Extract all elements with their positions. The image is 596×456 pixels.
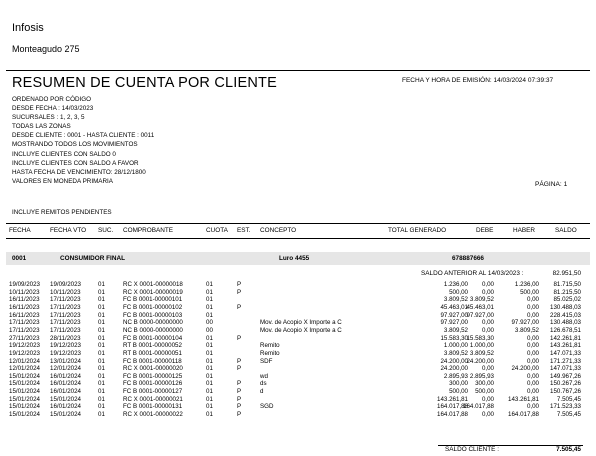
cell-est: P [237, 411, 242, 419]
cell-haber: 97.927,00 [511, 319, 539, 327]
cell-saldo: 126.678,51 [550, 326, 581, 334]
cell-saldo: 171.523,33 [550, 403, 581, 411]
cell-debe: 3.809,52 [469, 296, 494, 304]
cell-haber: 0,00 [526, 403, 539, 411]
cell-est: P [237, 395, 242, 403]
cell-saldo: 81.215,50 [553, 288, 581, 296]
cell-suc: 01 [98, 372, 105, 380]
cell-suc: 01 [98, 281, 105, 288]
filter-line: DESDE FECHA : 14/03/2023 [12, 105, 94, 113]
cell-est: P [237, 403, 242, 411]
cell-haber: 1.236,00 [514, 281, 539, 288]
filter-line: VALORES EN MONEDA PRIMARIA [12, 177, 114, 185]
cell-suc: 01 [98, 411, 105, 419]
cell-suc: 01 [98, 334, 105, 342]
cell-fecha-vto: 13/01/2024 [50, 357, 81, 365]
col-header-total: TOTAL GENERADO [388, 227, 447, 234]
cell-fecha: 12/01/2024 [9, 357, 40, 365]
cell-suc: 01 [98, 342, 105, 350]
cell-est: P [237, 303, 242, 311]
table-row [0, 342, 596, 350]
cell-fecha: 15/01/2024 [9, 380, 40, 388]
cell-fecha: 16/11/2023 [9, 296, 40, 304]
table-row [0, 289, 596, 297]
client-code: 0001 [12, 255, 27, 262]
cell-haber: 0,00 [526, 349, 539, 357]
cell-debe: 164.017,88 [463, 403, 494, 411]
cell-total: 3.809,52 [443, 326, 468, 334]
cell-saldo: 142.261,81 [550, 334, 581, 342]
cell-debe: 500,00 [475, 388, 494, 396]
cell-comprobante: RT B 0001-00000051 [123, 349, 182, 357]
cell-cuota: 01 [206, 411, 213, 419]
filter-line: TODAS LAS ZONAS [12, 123, 71, 131]
cell-saldo: 7.505,45 [556, 411, 581, 419]
cell-fecha: 27/11/2023 [9, 334, 40, 342]
cell-cuota: 00 [206, 326, 213, 334]
columns-top-divider [6, 223, 590, 224]
cell-fecha-vto: 17/11/2023 [50, 296, 81, 304]
cell-fecha: 15/01/2024 [9, 388, 40, 396]
cell-total: 164.017,88 [437, 411, 468, 419]
cell-comprobante: FC B 0001-00000126 [123, 380, 183, 388]
cell-saldo: 81.715,50 [553, 281, 581, 288]
cell-cuota: 01 [206, 303, 213, 311]
cell-concepto: Remito [260, 342, 280, 350]
cell-comprobante: FC B 0001-00000102 [123, 303, 183, 311]
col-header-suc: SUC. [98, 227, 114, 234]
col-header-cuota: CUOTA [206, 227, 228, 234]
cell-fecha: 10/11/2023 [9, 288, 40, 296]
cell-debe: 97.927,00 [466, 311, 494, 319]
cell-comprobante: FC B 0001-00000127 [123, 388, 183, 396]
cell-fecha-vto: 19/09/2023 [50, 281, 81, 288]
cell-fecha: 15/01/2024 [9, 395, 40, 403]
cell-cuota: 01 [206, 288, 213, 296]
cell-fecha: 12/01/2024 [9, 365, 40, 373]
cell-suc: 01 [98, 357, 105, 365]
cell-haber: 3.809,52 [514, 326, 539, 334]
cell-saldo: 130.488,03 [550, 319, 581, 327]
cell-fecha-vto: 16/01/2024 [50, 388, 81, 396]
cell-saldo: 143.261,81 [550, 342, 581, 350]
cell-total: 500,00 [449, 288, 468, 296]
cell-saldo: 171.271,33 [550, 357, 581, 365]
cell-comprobante: RC X 0001-00000021 [123, 395, 183, 403]
cell-total: 2.895,93 [443, 372, 468, 380]
table-row [0, 388, 596, 396]
cell-fecha: 17/11/2023 [9, 326, 40, 334]
cell-comprobante: NC B 0000-00000000 [123, 319, 183, 327]
cell-total: 97.927,00 [440, 311, 468, 319]
cell-fecha: 15/01/2024 [9, 372, 40, 380]
filter-line: INCLUYE CLIENTES CON SALDO A FAVOR [12, 159, 139, 167]
col-header-fecha-vto: FECHA VTO [50, 227, 87, 234]
filter-line: HASTA FECHA DE VENCIMIENTO: 28/12/1800 [12, 168, 146, 176]
cell-cuota: 01 [206, 388, 213, 396]
cell-fecha: 19/09/2023 [9, 281, 40, 288]
cell-comprobante: RT B 0001-00000052 [123, 342, 182, 350]
cell-cuota: 01 [206, 296, 213, 304]
cell-total: 1.000,00 [443, 342, 468, 350]
cell-saldo: 130.488,03 [550, 303, 581, 311]
cell-comprobante: FC B 0001-00000101 [123, 296, 183, 304]
saldo-cliente-label: SALDO CLIENTE : [445, 446, 499, 453]
table-row [0, 319, 596, 327]
company-address: Monteagudo 275 [12, 44, 80, 54]
cell-concepto: ds [260, 380, 267, 388]
cell-fecha-vto: 15/01/2024 [50, 411, 81, 419]
cell-concepto: SDF [260, 357, 273, 365]
cell-total: 3.809,52 [443, 296, 468, 304]
client-reference: Luro 4455 [279, 255, 310, 262]
cell-saldo: 228.415,03 [550, 311, 581, 319]
emission-datetime: FECHA Y HORA DE EMISIÓN: 14/03/2024 07:39:37 [402, 77, 554, 84]
cell-fecha-vto: 17/11/2023 [50, 311, 81, 319]
col-header-debe: DEBE [476, 227, 494, 234]
cell-cuota: 01 [206, 372, 213, 380]
filter-line: ORDENADO POR CÓDIGO [12, 96, 92, 103]
cell-total: 164.017,88 [437, 403, 468, 411]
cell-cuota: 01 [206, 357, 213, 365]
cell-fecha-vto: 17/11/2023 [50, 303, 81, 311]
cell-saldo: 147.071,33 [550, 349, 581, 357]
client-name: CONSUMIDOR FINAL [60, 255, 125, 262]
filter-line: DESDE CLIENTE : 0001 - HASTA CLIENTE : 0011 [12, 132, 155, 140]
cell-est: P [237, 388, 242, 396]
cell-haber: 0,00 [526, 342, 539, 350]
cell-total: 24.200,00 [440, 365, 468, 373]
page-number: PÁGINA: 1 [535, 181, 568, 188]
report-title: RESUMEN DE CUENTA POR CLIENTE [12, 75, 277, 91]
cell-cuota: 01 [206, 365, 213, 373]
cell-fecha-vto: 17/11/2023 [50, 326, 81, 334]
cell-fecha: 17/11/2023 [9, 319, 40, 327]
cell-suc: 01 [98, 395, 105, 403]
cell-fecha: 15/01/2024 [9, 411, 40, 419]
cell-concepto: Mov. de Acopio X Importe a C [260, 319, 342, 327]
cell-comprobante: FC B 0001-00000125 [123, 372, 183, 380]
cell-debe: 45.463,01 [466, 303, 494, 311]
cell-suc: 01 [98, 380, 105, 388]
cell-est: P [237, 357, 242, 365]
cell-debe: 3.809,52 [469, 349, 494, 357]
cell-comprobante: FC B 0001-00000131 [123, 403, 183, 411]
cell-est: P [237, 288, 242, 296]
cell-fecha-vto: 12/01/2024 [50, 365, 81, 373]
cell-comprobante: FC B 0001-00000103 [123, 311, 183, 319]
cell-suc: 01 [98, 311, 105, 319]
cell-saldo: 150.767,26 [550, 388, 581, 396]
col-header-haber: HABER [513, 227, 536, 234]
cell-fecha-vto: 19/12/2023 [50, 342, 81, 350]
cell-suc: 01 [98, 296, 105, 304]
cell-saldo: 149.967,26 [550, 372, 581, 380]
cell-comprobante: FC B 0001-00000104 [123, 334, 183, 342]
cell-total: 3.809,52 [443, 349, 468, 357]
cell-cuota: 01 [206, 334, 213, 342]
cell-debe: 0,00 [481, 365, 494, 373]
cell-total: 300,00 [449, 380, 468, 388]
table-row [0, 350, 596, 358]
table-row [0, 380, 596, 388]
cell-total: 97.927,00 [440, 319, 468, 327]
col-header-est: EST. [237, 227, 251, 234]
cell-debe: 0,00 [481, 395, 494, 403]
cell-concepto: wd [260, 372, 268, 380]
saldo-cliente-value: 7.505,45 [556, 446, 581, 453]
header-divider [6, 70, 590, 71]
cell-saldo: 147.071,33 [550, 365, 581, 373]
cell-haber: 0,00 [526, 334, 539, 342]
cell-total: 500,00 [449, 388, 468, 396]
cell-comprobante: NC B 0000-00000000 [123, 326, 183, 334]
table-row [0, 358, 596, 366]
cell-suc: 01 [98, 349, 105, 357]
cell-comprobante: RC X 0001-00000022 [123, 411, 183, 419]
cell-est: P [237, 334, 242, 342]
cell-cuota: 01 [206, 349, 213, 357]
cell-haber: 0,00 [526, 357, 539, 365]
cell-fecha-vto: 10/11/2023 [50, 288, 81, 296]
saldo-anterior-value: 82.951,50 [552, 270, 581, 277]
col-header-comprobante: COMPROBANTE [123, 227, 174, 234]
table-row [0, 365, 596, 373]
cell-est: P [237, 365, 242, 373]
cell-suc: 01 [98, 288, 105, 296]
cell-debe: 24.200,00 [466, 357, 494, 365]
cell-concepto: SGD [260, 403, 274, 411]
cell-haber: 0,00 [526, 303, 539, 311]
cell-debe: 2.895,93 [469, 372, 494, 380]
cell-haber: 164.017,88 [508, 411, 539, 419]
table-row [0, 312, 596, 320]
cell-fecha-vto: 16/01/2024 [50, 380, 81, 388]
cell-suc: 01 [98, 326, 105, 334]
cell-total: 1.236,00 [443, 281, 468, 288]
cell-cuota: 01 [206, 342, 213, 350]
filter-list [12, 95, 154, 186]
cell-haber: 24.200,00 [511, 365, 539, 373]
cell-debe: 0,00 [481, 319, 494, 327]
cell-debe: 0,00 [481, 288, 494, 296]
cell-debe: 0,00 [481, 281, 494, 288]
cell-comprobante: FC B 0001-00000118 [123, 357, 182, 365]
cell-haber: 0,00 [526, 380, 539, 388]
company-name: Infosis [12, 22, 44, 34]
cell-suc: 01 [98, 403, 105, 411]
cell-cuota: 01 [206, 281, 213, 288]
cell-debe: 0,00 [481, 411, 494, 419]
cell-fecha-vto: 16/01/2024 [50, 372, 81, 380]
cell-total: 143.261,81 [437, 395, 468, 403]
cell-saldo: 150.267,26 [550, 380, 581, 388]
cell-concepto: d [260, 388, 264, 396]
cell-suc: 01 [98, 365, 105, 373]
cell-fecha: 19/12/2023 [9, 342, 40, 350]
cell-fecha-vto: 16/01/2024 [50, 403, 81, 411]
col-header-saldo: SALDO [555, 227, 577, 234]
table-row [0, 281, 596, 289]
cell-debe: 1.000,00 [469, 342, 494, 350]
client-phone: 678887666 [452, 255, 484, 262]
cell-comprobante: RC X 0001-00000018 [123, 281, 183, 288]
cell-comprobante: RC X 0001-00000020 [123, 365, 183, 373]
cell-cuota: 01 [206, 311, 213, 319]
table-row [0, 403, 596, 411]
table-row [0, 411, 596, 419]
cell-haber: 143.261,81 [508, 395, 539, 403]
cell-fecha-vto: 17/11/2023 [50, 319, 81, 327]
cell-haber: 0,00 [526, 311, 539, 319]
cell-concepto: Remito [260, 349, 280, 357]
cell-est: P [237, 281, 242, 288]
cell-haber: 0,00 [526, 296, 539, 304]
filter-line: MOSTRANDO TODOS LOS MOVIMIENTOS [12, 141, 138, 149]
cell-suc: 01 [98, 303, 105, 311]
cell-fecha: 15/01/2024 [9, 403, 40, 411]
saldo-anterior-label: SALDO ANTERIOR AL 14/03/2023 : [421, 270, 524, 277]
cell-fecha: 19/12/2023 [9, 349, 40, 357]
cell-suc: 01 [98, 319, 105, 327]
cell-debe: 15.583,30 [466, 334, 494, 342]
table-row [0, 304, 596, 312]
columns-bottom-divider [6, 238, 590, 239]
cell-haber: 0,00 [526, 388, 539, 396]
cell-haber: 500,00 [520, 288, 539, 296]
cell-cuota: 01 [206, 380, 213, 388]
cell-saldo: 7.505,45 [556, 395, 581, 403]
table-row [0, 335, 596, 343]
table-row [0, 373, 596, 381]
cell-comprobante: RC X 0001-00000019 [123, 288, 183, 296]
cell-concepto: Mov. de Acopio X Importe a C [260, 326, 342, 334]
remitos-note: INCLUYE REMITOS PENDIENTES [12, 209, 112, 216]
cell-fecha-vto: 19/12/2023 [50, 349, 81, 357]
cell-cuota: 00 [206, 319, 213, 327]
cell-cuota: 01 [206, 403, 213, 411]
cell-est: P [237, 380, 242, 388]
cell-suc: 01 [98, 388, 105, 396]
filter-line: INCLUYE CLIENTES CON SALDO 0 [12, 150, 116, 158]
cell-fecha: 16/11/2023 [9, 311, 40, 319]
cell-total: 15.583,30 [440, 334, 468, 342]
cell-debe: 0,00 [481, 326, 494, 334]
col-header-concepto: CONCEPTO [260, 227, 297, 234]
cell-haber: 0,00 [526, 372, 539, 380]
cell-saldo: 85.025,02 [553, 296, 581, 304]
cell-total: 45.463,01 [440, 303, 468, 311]
cell-fecha-vto: 15/01/2024 [50, 395, 81, 403]
filter-line: SUCURSALES : 1, 2, 3, 5 [12, 114, 85, 122]
cell-cuota: 01 [206, 395, 213, 403]
table-row [0, 296, 596, 304]
cell-total: 24.200,00 [440, 357, 468, 365]
table-row [0, 327, 596, 335]
cell-fecha-vto: 28/11/2023 [50, 334, 81, 342]
cell-debe: 300,00 [475, 380, 494, 388]
cell-fecha: 16/11/2023 [9, 303, 40, 311]
table-row [0, 396, 596, 404]
col-header-fecha: FECHA [9, 227, 31, 234]
